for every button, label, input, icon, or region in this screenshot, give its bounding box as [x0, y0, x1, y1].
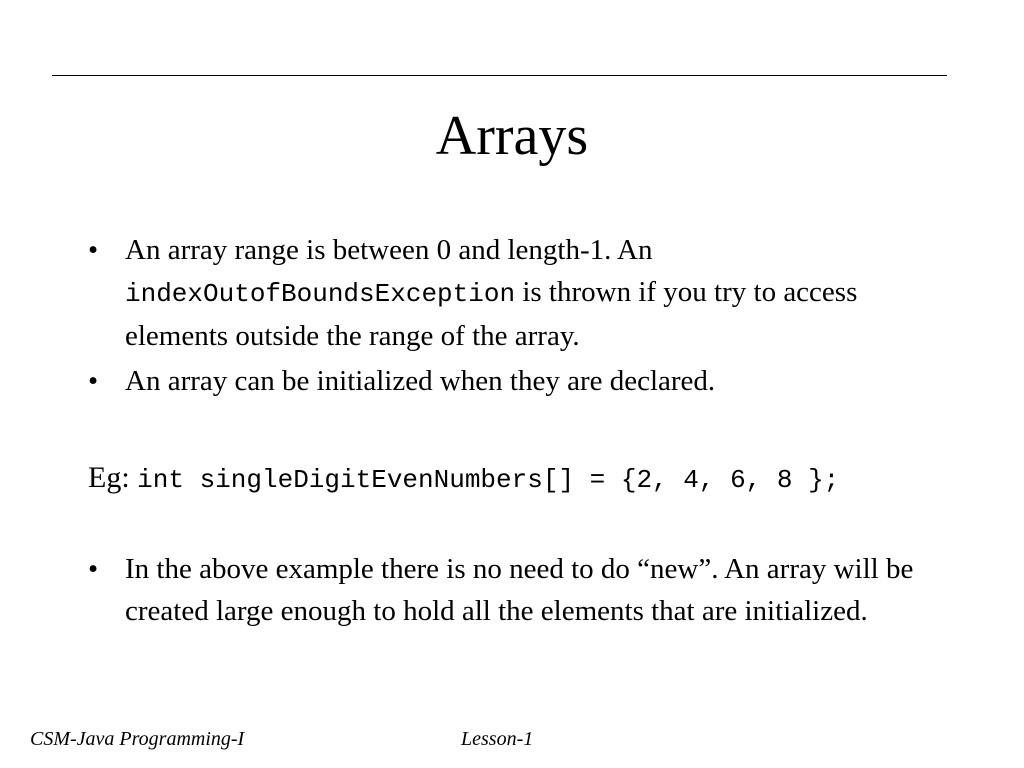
- bullet-text-before: An array range is between 0 and length-1. An: [125, 234, 653, 266]
- code-example: [88, 456, 839, 502]
- bullet-icon: •: [88, 365, 99, 397]
- bullet-icon: •: [88, 234, 99, 266]
- bullet-icon: •: [88, 553, 99, 585]
- top-divider: [52, 75, 947, 76]
- exception-code: indexOutofBoundsException: [125, 279, 516, 309]
- bullet-text: In the above example there is no need to do “new”. An array will be created large enough to hold all the elements that are initialized.: [125, 553, 914, 627]
- bullet-item-initialization: [88, 360, 928, 402]
- footer-lesson: Lesson-1: [461, 728, 534, 750]
- example-code: int singleDigitEvenNumbers[] = {2, 4, 6, 8 };: [137, 465, 840, 495]
- bullet-text: An array can be initialized when they are declared.: [125, 365, 716, 397]
- example-label: Eg:: [88, 461, 130, 494]
- slide-title: Arrays: [435, 105, 589, 167]
- bullet-item-array-range: [88, 229, 928, 357]
- bullet-text: [125, 229, 928, 357]
- footer-course: CSM-Java Programming-I: [30, 728, 245, 750]
- bullet-text-after: is thrown if you try to access elements outside the range of the array.: [125, 276, 858, 352]
- bullet-item-no-new: [88, 548, 928, 632]
